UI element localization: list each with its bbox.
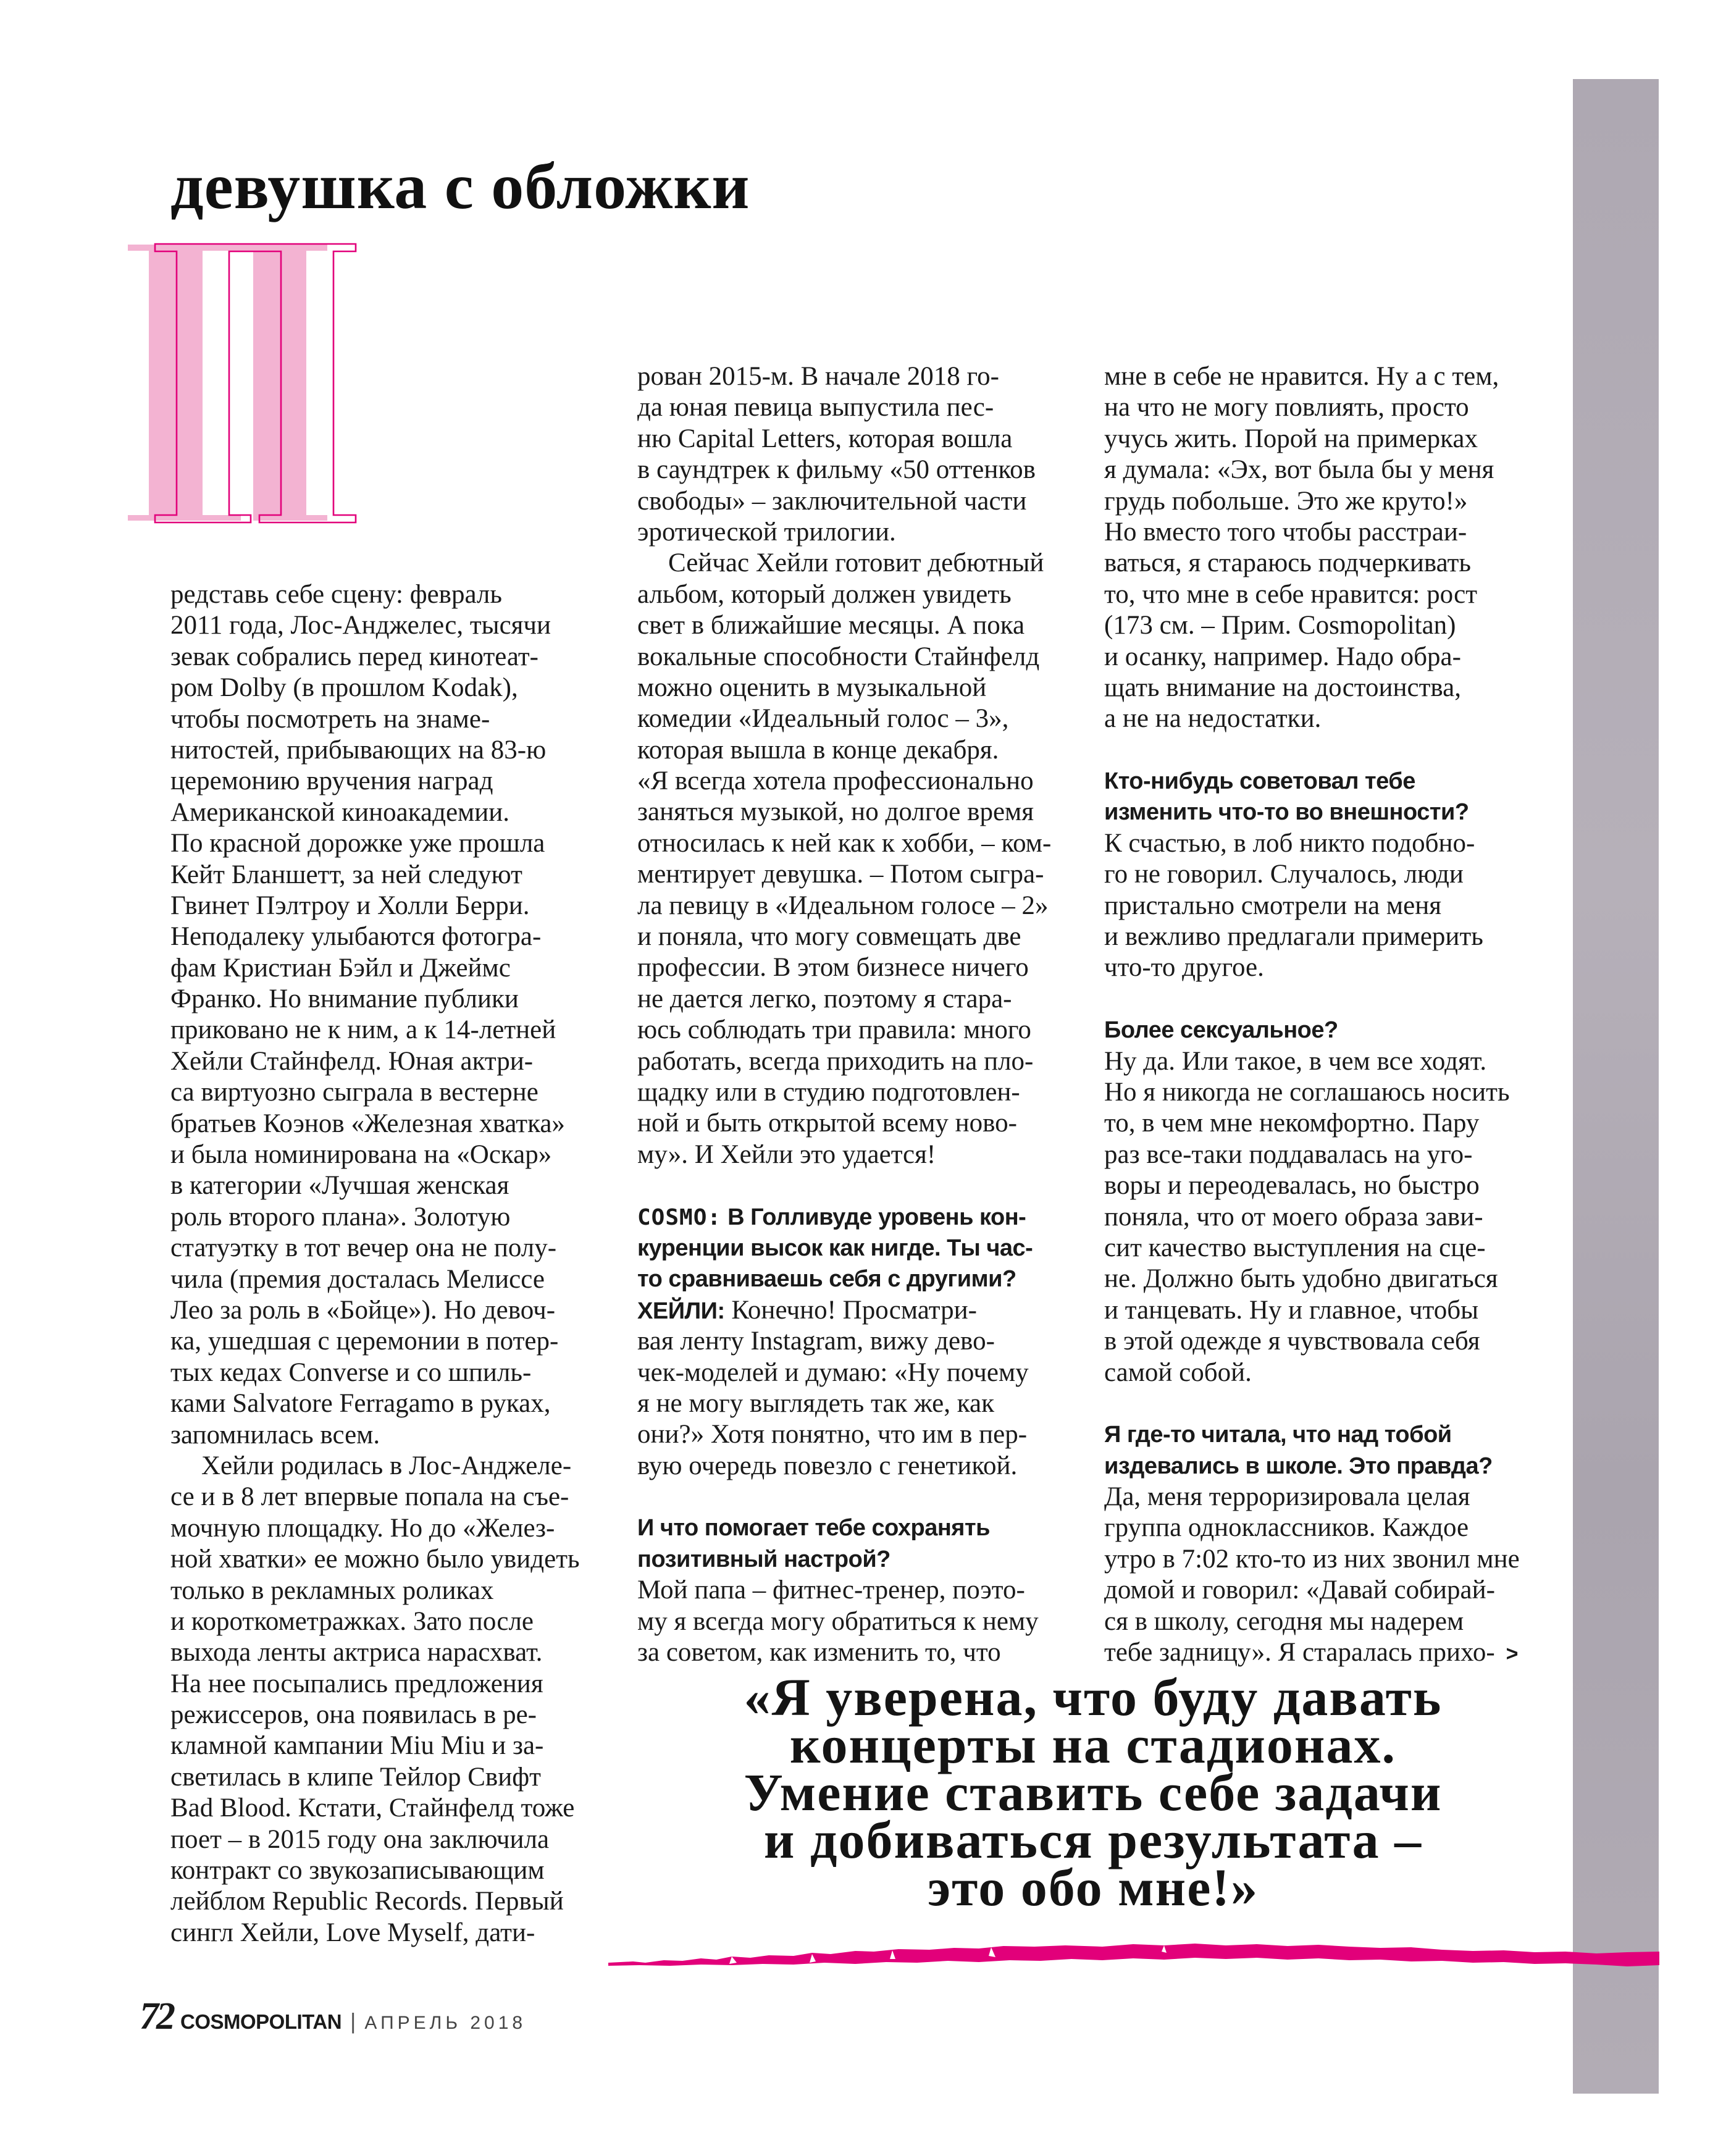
line-text: работать, всегда приходить на пло- — [637, 1046, 1034, 1076]
line-text: Более сексуальное? — [1104, 1017, 1338, 1044]
body-text-line — [170, 1762, 615, 1793]
body-text-line — [170, 1139, 615, 1170]
line-text: и осанку, например. Надо обра- — [1104, 642, 1461, 671]
body-text-line — [170, 1388, 615, 1419]
line-text: и была номинирована на «Оскар» — [170, 1140, 552, 1170]
body-text-line — [170, 1513, 615, 1544]
line-text: ваться, я стараюсь подчеркивать — [1104, 548, 1472, 578]
body-text-line — [637, 1451, 1082, 1482]
body-text-line — [637, 1108, 1082, 1139]
line-text: контракт со звукозаписывающим — [170, 1856, 545, 1885]
body-text-line — [637, 579, 1082, 610]
body-text-line — [170, 921, 615, 952]
body-text-line — [170, 1669, 615, 1700]
line-text: группа одноклассников. Каждое — [1104, 1513, 1469, 1543]
line-text: куренции высок как нигде. Ты час- — [637, 1235, 1033, 1261]
body-text-line — [170, 1451, 615, 1482]
body-text-line — [170, 1637, 615, 1668]
paragraph-gap — [1104, 1388, 1549, 1419]
line-text: церемонию вручения наград — [170, 766, 493, 796]
line-text: И что помогает тебе сохранять — [637, 1515, 990, 1541]
interview-question-line — [1104, 1015, 1549, 1046]
magazine-name: COSMOPOLITAN — [180, 2010, 342, 2033]
pink-brush-stroke — [608, 1939, 1659, 1970]
interview-question-line — [1104, 1419, 1549, 1450]
line-text: Гвинет Пэлтроу и Холли Берри. — [170, 891, 530, 920]
line-text: го не говорил. Случалось, люди — [1104, 860, 1464, 889]
body-text-line — [637, 361, 1082, 392]
paragraph-gap — [1104, 735, 1549, 766]
article-column-1 — [170, 579, 615, 1948]
body-text-line — [170, 642, 615, 673]
line-text: они?» Хотя понятно, что им в пер- — [637, 1420, 1028, 1449]
body-text-line — [170, 1109, 615, 1139]
line-text: запомнилась всем. — [170, 1420, 380, 1449]
line-text: ной хватки» ее можно было увидеть — [170, 1545, 580, 1574]
body-text-line — [1104, 1202, 1549, 1233]
line-text: чек-моделей и думаю: «Ну почему — [637, 1357, 1029, 1387]
page-edge-bar — [1573, 79, 1659, 2094]
line-text: светилась в клипе Тейлор Свифт — [170, 1762, 541, 1792]
line-text: му». И Хейли это удается! — [637, 1139, 936, 1169]
line-text: не дается легко, поэтому я стара- — [637, 984, 1012, 1013]
interview-question-line — [637, 1233, 1082, 1264]
body-text-line — [170, 1326, 615, 1357]
line-text: Лео за роль в «Бойце»). Но девоч- — [170, 1295, 556, 1325]
line-text: свободы» – заключительной части — [637, 486, 1027, 516]
line-text: нитостей, прибывающих на 83-ю — [170, 735, 547, 765]
line-text: щать внимание на достоинства, — [1104, 673, 1462, 702]
body-text-line — [637, 610, 1082, 641]
body-text-line — [170, 1357, 615, 1388]
article-column-2 — [637, 361, 1082, 1668]
body-text-line — [637, 548, 1082, 579]
body-text-line — [637, 921, 1082, 952]
body-text-line — [170, 860, 615, 891]
line-text: Кейт Бланшетт, за ней следуют — [170, 860, 522, 889]
body-text-line — [637, 1637, 1082, 1668]
body-text-line — [1104, 548, 1549, 579]
body-text-line — [1104, 361, 1549, 392]
line-text: за советом, как изменить то, что — [637, 1638, 1001, 1667]
line-text: Bad Blood. Кстати, Стайнфелд тоже — [170, 1793, 575, 1823]
line-text: воры и переодевалась, но быстро — [1104, 1171, 1480, 1201]
section-title: девушка с обложки — [170, 150, 750, 223]
body-text-line — [1104, 703, 1549, 734]
body-text-line — [170, 1730, 615, 1761]
line-text: поет – в 2015 году она заключила — [170, 1824, 550, 1854]
line-text: Но я никогда не соглашаюсь носить — [1104, 1077, 1510, 1107]
body-text-line — [637, 952, 1082, 983]
body-text-line — [170, 1420, 615, 1451]
line-text: и поняла, что могу совмещать две — [637, 922, 1021, 952]
line-text: да юная певица выпустила пес- — [637, 393, 994, 422]
line-text: позитивный настрой? — [637, 1546, 890, 1572]
line-text: чила (премия досталась Мелиссе — [170, 1264, 545, 1294]
body-text-line — [170, 1918, 615, 1948]
line-text: Мой папа – фитнес-тренер, поэто- — [637, 1575, 1025, 1605]
line-text: 2011 года, Лос-Анджелес, тысячи — [170, 611, 551, 640]
body-text-line — [1104, 1482, 1549, 1512]
line-text: вая ленту Instagram, вижу дево- — [637, 1327, 995, 1356]
line-text: приковано не к ним, а к 14-летней — [170, 1015, 556, 1045]
line-text: эротической трилогии. — [637, 517, 896, 547]
line-text: раз все-таки поддавалась на уго- — [1104, 1139, 1473, 1169]
line-text: альбом, который должен увидеть — [637, 579, 1012, 609]
line-text: в саундтрек к фильму «50 оттенков — [637, 455, 1036, 485]
body-text-line — [170, 1824, 615, 1855]
line-text: Конечно! Просматри- — [724, 1295, 977, 1325]
line-text: фам Кристиан Бэйл и Джеймс — [170, 953, 511, 983]
line-text: На нее посыпались предложения — [170, 1669, 543, 1698]
body-text-line — [637, 1015, 1082, 1046]
body-text-line — [1104, 1139, 1549, 1170]
line-text: кламной кампании Miu Miu и за- — [170, 1731, 544, 1761]
body-text-line — [1104, 579, 1549, 610]
body-text-line — [1104, 1544, 1549, 1575]
drop-cap-fill — [128, 245, 327, 521]
body-text-line — [637, 1575, 1082, 1606]
body-text-line — [170, 1295, 615, 1326]
body-text-line — [170, 1855, 615, 1886]
line-text: ка, ушедшая с церемонии в потер- — [170, 1327, 559, 1356]
pull-quote-line: «Я уверена, что буду давать — [744, 1667, 1443, 1727]
continue-arrow-icon: > — [1506, 1642, 1519, 1666]
body-text-line — [1104, 1233, 1549, 1264]
body-text-line — [170, 1264, 615, 1295]
line-text: (173 см. – Прим. Cosmopolitan) — [1104, 611, 1456, 640]
body-text-line — [170, 953, 615, 984]
body-text-line — [637, 392, 1082, 423]
body-text-line — [637, 486, 1082, 517]
line-text: я думала: «Эх, вот была бы у меня — [1104, 455, 1494, 485]
interview-question-line — [1104, 1451, 1549, 1482]
body-text-line — [1104, 891, 1549, 921]
body-text-line — [170, 1233, 615, 1264]
line-text: Неподалеку улыбаются фотогра- — [170, 922, 542, 952]
line-text: в категории «Лучшая женская — [170, 1171, 509, 1201]
line-text: а не на недостатки. — [1104, 704, 1322, 734]
line-text: изменить что-то во внешности? — [1104, 799, 1469, 826]
body-text-line — [170, 673, 615, 703]
line-text: режиссеров, она появилась в ре- — [170, 1700, 537, 1730]
line-text: не. Должно быть удобно двигаться — [1104, 1264, 1498, 1294]
line-text: К счастью, в лоб никто подобно- — [1104, 828, 1475, 858]
line-text: и вежливо предлагали примерить — [1104, 922, 1483, 952]
body-text-line — [170, 1575, 615, 1606]
body-text-line — [170, 1046, 615, 1077]
line-text: ной и быть открытой всему ново- — [637, 1109, 1017, 1138]
drop-cap-letter-p — [124, 235, 371, 543]
body-text-line — [637, 1357, 1082, 1388]
body-text-line — [1104, 1512, 1549, 1543]
body-text-line — [170, 984, 615, 1015]
body-text-line — [1104, 952, 1549, 983]
body-text-line — [1104, 828, 1549, 859]
line-text: ся в школу, сегодня мы надерем — [1104, 1606, 1464, 1636]
body-text-line — [1104, 486, 1549, 517]
body-text-line — [1104, 517, 1549, 548]
line-text: Ну да. Или такое, в чем все ходят. — [1104, 1046, 1487, 1076]
line-text: ками Salvatore Ferragamo в руках, — [170, 1389, 551, 1419]
line-text: только в рекламных роликах — [170, 1575, 494, 1605]
line-text: Американской киноакадемии. — [170, 797, 510, 827]
line-text: Сейчас Хейли готовит дебютный — [668, 548, 1044, 578]
paragraph-gap — [637, 1482, 1082, 1512]
body-text-line — [170, 766, 615, 797]
line-text: В Голливуде уровень кон- — [721, 1204, 1026, 1230]
line-text: утро в 7:02 кто-то из них звонил мне — [1104, 1544, 1520, 1574]
body-text-line — [637, 984, 1082, 1015]
line-text: выхода ленты актриса нарасхват. — [170, 1638, 543, 1667]
body-text-line — [637, 1295, 1082, 1326]
line-text: «Я всегда хотела профессионально — [637, 766, 1034, 796]
body-text-line — [170, 1886, 615, 1917]
line-text: редставь себе сцену: февраль — [170, 580, 502, 609]
line-text: самой собой. — [1104, 1357, 1252, 1387]
body-text-line — [637, 859, 1082, 890]
line-text: и танцевать. Ну и главное, чтобы — [1104, 1295, 1478, 1325]
page-number: 72 — [140, 1995, 173, 2037]
body-text-line — [1104, 1637, 1549, 1668]
line-text: роль второго плана». Золотую — [170, 1202, 511, 1231]
line-text: щадку или в студию подготовлен- — [637, 1077, 1020, 1107]
speaker-label: COSMO: — [637, 1204, 722, 1230]
line-text: на что не могу повлиять, просто — [1104, 393, 1469, 422]
line-text: Хейли родилась в Лос-Анджеле- — [201, 1451, 572, 1480]
article-column-3 — [1104, 361, 1549, 1668]
line-text: вокальные способности Стайнфелд — [637, 642, 1040, 671]
line-text: поняла, что от моего образа зави- — [1104, 1202, 1483, 1231]
body-text-line — [637, 797, 1082, 828]
body-text-line — [637, 1326, 1082, 1357]
body-text-line — [637, 1139, 1082, 1170]
line-text: относилась к ней как к хобби, – ком- — [637, 828, 1052, 858]
body-text-line — [637, 703, 1082, 734]
line-text: са виртуозно сыграла в вестерне — [170, 1078, 538, 1107]
body-text-line — [637, 1606, 1082, 1637]
line-text: комедии «Идеальный голос – 3», — [637, 704, 1009, 734]
body-text-line — [637, 1419, 1082, 1450]
body-text-line — [170, 891, 615, 921]
body-text-line — [170, 1482, 615, 1512]
body-text-line — [1104, 610, 1549, 641]
interview-question-line — [637, 1202, 1082, 1233]
body-text-line — [1104, 1606, 1549, 1637]
body-text-line — [1104, 1326, 1549, 1357]
body-text-line — [1104, 1357, 1549, 1388]
body-text-line — [637, 673, 1082, 703]
pull-quote-line: концерты на стадионах. — [790, 1715, 1396, 1774]
interview-question-line — [1104, 766, 1549, 797]
body-text-line — [170, 704, 615, 735]
line-text: грудь побольше. Это же круто!» — [1104, 486, 1468, 516]
line-text: я не могу выглядеть так же, как — [637, 1388, 994, 1418]
body-text-line — [637, 766, 1082, 797]
line-text: то, что мне в себе нравится: рост — [1104, 579, 1478, 609]
line-text: Да, меня терроризировала целая — [1104, 1482, 1470, 1512]
line-text: братьев Коэнов «Железная хватка» — [170, 1109, 565, 1138]
pull-quote — [618, 1667, 1569, 1917]
body-text-line — [637, 642, 1082, 673]
body-text-line — [637, 828, 1082, 859]
speaker-label: ХЕЙЛИ: — [637, 1298, 725, 1324]
body-text-line — [1104, 642, 1549, 673]
body-text-line — [1104, 392, 1549, 423]
body-text-line — [170, 610, 615, 641]
body-text-line — [170, 1170, 615, 1201]
body-text-line — [637, 517, 1082, 548]
line-text: можно оценить в музыкальной — [637, 673, 987, 702]
line-text: вую очередь повезло с генетикой. — [637, 1451, 1018, 1480]
line-text: пристально смотрели на меня — [1104, 891, 1442, 920]
paragraph-gap — [637, 1170, 1082, 1201]
line-text: свет в ближайшие месяцы. А пока — [637, 611, 1025, 640]
body-text-line — [1104, 424, 1549, 455]
line-text: ла певицу в «Идеальном голосе – 2» — [637, 891, 1049, 920]
line-text: заняться музыкой, но долгое время — [637, 797, 1034, 827]
line-text: Франко. Но внимание публики — [170, 984, 519, 1014]
line-text: ментирует девушка. – Потом сыгра- — [637, 860, 1044, 889]
body-text-line — [637, 1077, 1082, 1108]
body-text-line — [170, 1015, 615, 1046]
body-text-line — [1104, 1575, 1549, 1606]
interview-question-line — [637, 1512, 1082, 1543]
body-text-line — [1104, 1046, 1549, 1077]
line-text: юсь соблюдать три правила: много — [637, 1015, 1031, 1045]
line-text: в этой одежде я чувствовала себя — [1104, 1327, 1480, 1356]
body-text-line — [170, 1544, 615, 1575]
line-text: Кто-нибудь советовал тебе — [1104, 768, 1415, 795]
pull-quote-line: Умение ставить себе задачи — [744, 1763, 1443, 1822]
pull-quote-line: и добиваться результата – — [763, 1810, 1423, 1869]
line-text: сингл Хейли, Love Myself, дати- — [170, 1918, 535, 1947]
line-text: По красной дорожке уже прошла — [170, 829, 545, 858]
line-text: му я всегда могу обратиться к нему — [637, 1606, 1039, 1636]
body-text-line — [170, 735, 615, 766]
body-text-line — [637, 891, 1082, 921]
line-text: что-то другое. — [1104, 953, 1264, 983]
line-text: Хейли Стайнфелд. Юная актри- — [170, 1046, 534, 1076]
body-text-line — [1104, 1077, 1549, 1108]
body-text-line — [637, 424, 1082, 455]
body-text-line — [170, 1202, 615, 1233]
body-text-line — [170, 828, 615, 859]
body-text-line — [637, 1046, 1082, 1077]
body-text-line — [1104, 1295, 1549, 1326]
line-text: которая вышла в конце декабря. — [637, 735, 999, 765]
body-text-line — [170, 1606, 615, 1637]
body-text-line — [637, 735, 1082, 766]
interview-question-line — [637, 1264, 1082, 1294]
body-text-line — [1104, 1170, 1549, 1201]
body-text-line — [170, 1077, 615, 1108]
body-text-line — [1104, 921, 1549, 952]
line-text: се и в 8 лет впервые попала на съе- — [170, 1482, 569, 1512]
line-text: ром Dolby (в прошлом Kodak), — [170, 673, 518, 703]
body-text-line — [1104, 1264, 1549, 1294]
line-text: лейблом Republic Records. Первый — [170, 1887, 564, 1916]
line-text: домой и говорил: «Давай собирай- — [1104, 1575, 1495, 1605]
body-text-line — [637, 455, 1082, 485]
line-text: ню Capital Letters, которая вошла — [637, 424, 1013, 453]
line-text: чтобы посмотреть на знаме- — [170, 704, 490, 734]
body-text-line — [170, 579, 615, 610]
body-text-line — [170, 1700, 615, 1730]
body-text-line — [1104, 1108, 1549, 1139]
page-footer — [140, 1995, 526, 2039]
issue-date: АПРЕЛЬ 2018 — [364, 2013, 527, 2033]
line-text: рован 2015-м. В начале 2018 го- — [637, 362, 999, 391]
line-text: тых кедах Converse и со шпиль- — [170, 1357, 532, 1387]
line-text: статуэтку в тот вечер она не полу- — [170, 1233, 557, 1263]
line-text: то, в чем мне некомфортно. Пару — [1104, 1109, 1480, 1138]
pull-quote-line: это обо мне!» — [927, 1858, 1259, 1917]
interview-question-line — [1104, 797, 1549, 828]
line-text: мочную площадку. Но до «Желез- — [170, 1513, 555, 1543]
line-text: мне в себе не нравится. Ну а с тем, — [1104, 362, 1499, 391]
line-text: учусь жить. Порой на примерках — [1104, 424, 1478, 453]
line-text: зевак собрались перед кинотеат- — [170, 642, 538, 671]
body-text-line — [1104, 859, 1549, 890]
line-text: сит качество выступления на сце- — [1104, 1233, 1486, 1262]
line-text: издевались в школе. Это правда? — [1104, 1453, 1493, 1479]
body-text-line — [1104, 455, 1549, 485]
line-text: Я где-то читала, что над тобой — [1104, 1422, 1452, 1448]
footer-separator: | — [350, 2008, 356, 2034]
line-text: тебе задницу». Я старалась прихо- — [1104, 1638, 1495, 1667]
interview-question-line — [637, 1544, 1082, 1575]
paragraph-gap — [1104, 984, 1549, 1015]
body-text-line — [1104, 673, 1549, 703]
body-text-line — [170, 1793, 615, 1824]
body-text-line — [170, 797, 615, 828]
line-text: Но вместо того чтобы расстраи- — [1104, 517, 1467, 547]
line-text: то сравниваешь себя с другими? — [637, 1266, 1016, 1293]
body-text-line — [637, 1388, 1082, 1419]
line-text: профессии. В этом бизнесе ничего — [637, 953, 1029, 983]
line-text: и короткометражках. Зато после — [170, 1606, 534, 1636]
